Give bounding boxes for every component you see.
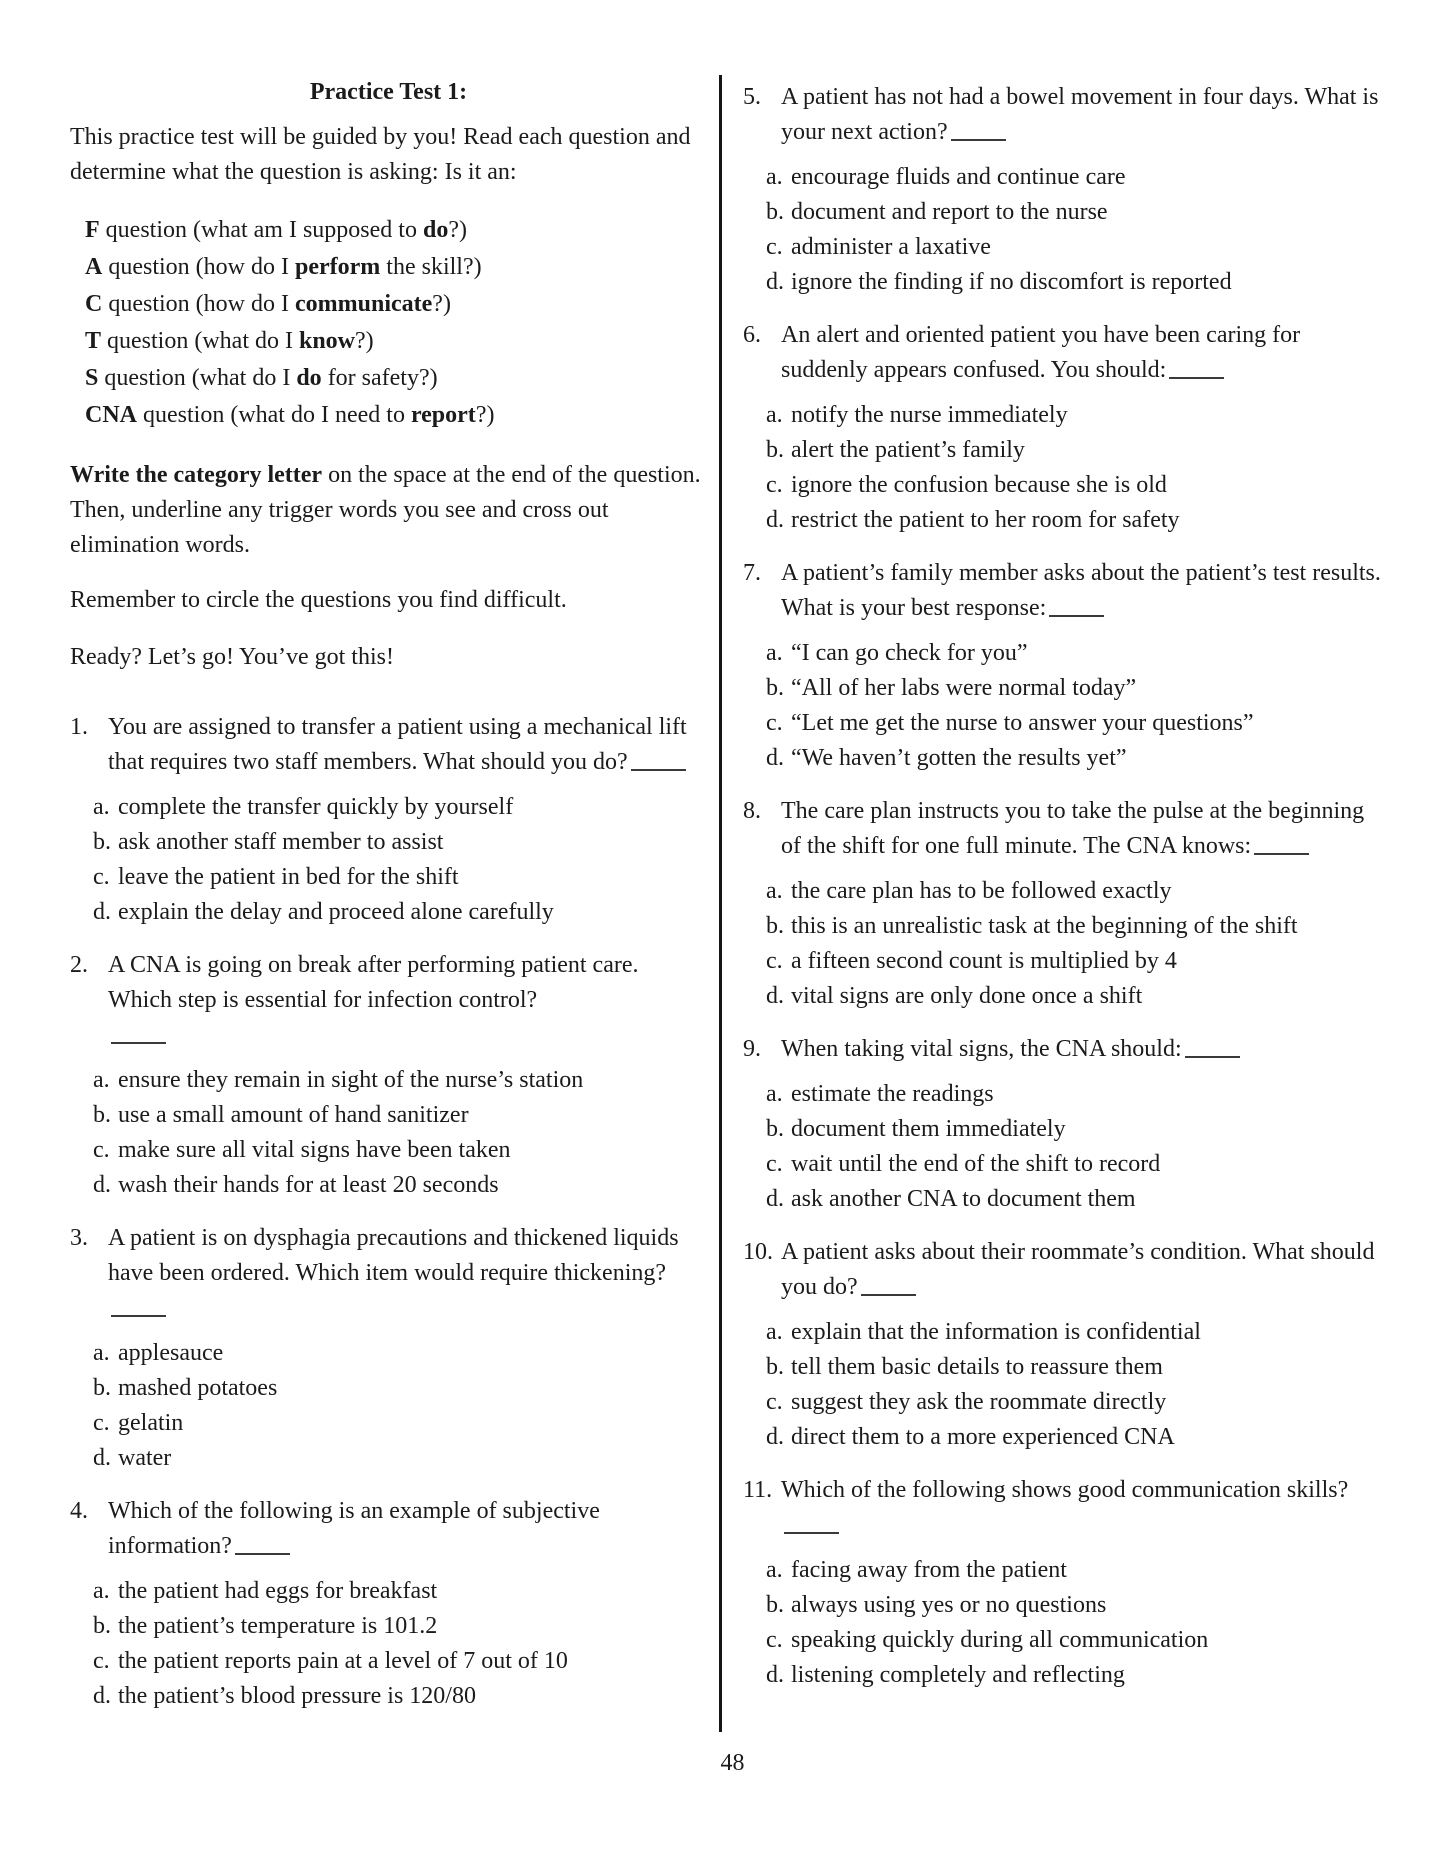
option-letter: d. — [766, 1662, 784, 1688]
option-row — [743, 230, 1388, 265]
option-text: “All of her labs were normal today” — [791, 675, 1137, 701]
option-letter: a. — [766, 402, 783, 428]
answer-blank — [1185, 1052, 1240, 1058]
question-number: 5. — [743, 84, 761, 110]
option-text: the patient’s temperature is 101.2 — [118, 1613, 438, 1639]
option-letter: c. — [766, 948, 783, 974]
option-letter: a. — [766, 640, 783, 666]
option-row — [70, 1644, 707, 1679]
question-number: 10. — [743, 1239, 773, 1265]
option-letter: d. — [766, 1424, 784, 1450]
option-letter: a. — [766, 878, 783, 904]
option-text: the patient’s blood pressure is 120/80 — [118, 1683, 476, 1709]
category-list — [70, 212, 707, 434]
option-letter: d. — [766, 745, 784, 771]
option-letter: a. — [93, 794, 110, 820]
options-list — [743, 636, 1388, 776]
option-letter: d. — [93, 1172, 111, 1198]
option-row — [743, 1112, 1388, 1147]
question-number: 3. — [70, 1225, 88, 1251]
questions-left — [70, 710, 707, 1714]
option-letter: c. — [766, 1389, 783, 1415]
answer-blank — [784, 1528, 839, 1534]
question — [743, 556, 1388, 776]
option-letter: d. — [93, 1683, 111, 1709]
options-list — [743, 874, 1388, 1014]
option-row — [743, 265, 1388, 300]
option-text: the patient had eggs for breakfast — [118, 1578, 438, 1604]
option-letter: a. — [766, 1081, 783, 1107]
question-text: A patient is on dysphagia precautions and thickened liquids have been ordered. Which item would require thickening? — [108, 1221, 707, 1326]
question — [743, 1032, 1388, 1217]
option-text: complete the transfer quickly by yourself — [118, 794, 514, 820]
option-letter: b. — [93, 1102, 111, 1128]
option-row — [743, 1315, 1388, 1350]
option-row — [743, 944, 1388, 979]
option-row — [743, 1420, 1388, 1455]
option-text: alert the patient’s family — [791, 437, 1025, 463]
question-line — [70, 1221, 707, 1326]
option-letter: c. — [93, 1410, 110, 1436]
category-item: T question (what do I know?) — [85, 328, 374, 354]
question — [70, 1494, 707, 1714]
option-letter: b. — [766, 437, 784, 463]
option-letter: c. — [766, 1627, 783, 1653]
option-text: ensure they remain in sight of the nurse’s station — [118, 1067, 584, 1093]
question-line — [743, 556, 1388, 626]
question — [70, 710, 707, 930]
question-line — [743, 318, 1388, 388]
two-column-layout — [70, 75, 1395, 1732]
option-text: use a small amount of hand sanitizer — [118, 1102, 469, 1128]
option-row — [743, 1077, 1388, 1112]
option-text: document and report to the nurse — [791, 199, 1108, 225]
option-text: the patient reports pain at a level of 7 out of 10 — [118, 1648, 568, 1674]
question — [70, 948, 707, 1203]
option-row — [743, 706, 1388, 741]
question-text: Which of the following shows good communication skills? — [781, 1473, 1388, 1543]
option-letter: c. — [766, 234, 783, 260]
option-letter: d. — [766, 1186, 784, 1212]
reminder-paragraph: Remember to circle the questions you find difficult. — [70, 587, 567, 613]
right-column — [743, 75, 1388, 1732]
options-list — [70, 1063, 707, 1203]
option-letter: b. — [766, 675, 784, 701]
option-row — [743, 1350, 1388, 1385]
option-row — [743, 503, 1388, 538]
options-list — [743, 1553, 1388, 1693]
question-text: A patient asks about their roommate’s condition. What should you do? — [781, 1239, 1375, 1300]
option-letter: d. — [766, 507, 784, 533]
option-text: a fifteen second count is multiplied by 4 — [791, 948, 1177, 974]
question-line — [743, 1032, 1388, 1067]
option-text: the care plan has to be followed exactly — [791, 878, 1172, 904]
question-text: A patient has not had a bowel movement in four days. What is your next action? — [781, 84, 1379, 145]
option-row — [70, 1098, 707, 1133]
option-text: listening completely and reflecting — [791, 1662, 1125, 1688]
option-text: direct them to a more experienced CNA — [791, 1424, 1175, 1450]
option-letter: c. — [93, 1648, 110, 1674]
question-line — [743, 1235, 1388, 1305]
answer-blank — [111, 1311, 166, 1317]
option-text: notify the nurse immediately — [791, 402, 1068, 428]
question-text: When taking vital signs, the CNA should: — [781, 1032, 1388, 1067]
question-number: 11. — [743, 1477, 773, 1503]
option-letter: d. — [766, 269, 784, 295]
option-row — [70, 1063, 707, 1098]
option-letter: a. — [766, 1557, 783, 1583]
question-line — [70, 1494, 707, 1564]
option-letter: b. — [766, 199, 784, 225]
option-row — [743, 1588, 1388, 1623]
option-letter: c. — [93, 1137, 110, 1163]
option-row — [70, 1371, 707, 1406]
question — [743, 1235, 1388, 1455]
option-text: mashed potatoes — [118, 1375, 278, 1401]
answer-blank — [1049, 611, 1104, 617]
option-text: restrict the patient to her room for safety — [791, 507, 1180, 533]
option-text: make sure all vital signs have been taken — [118, 1137, 511, 1163]
option-row — [70, 825, 707, 860]
answer-blank — [951, 135, 1006, 141]
option-row — [743, 741, 1388, 776]
category-item: A question (how do I perform the skill?) — [85, 254, 482, 280]
question — [743, 794, 1388, 1014]
option-letter: c. — [766, 472, 783, 498]
option-row — [743, 671, 1388, 706]
question-text: A patient’s family member asks about the patient’s test results. What is your best response: — [781, 560, 1381, 621]
option-letter: c. — [766, 710, 783, 736]
option-row — [70, 1441, 707, 1476]
option-text: administer a laxative — [791, 234, 991, 260]
options-list — [743, 1315, 1388, 1455]
answer-blank — [1169, 373, 1224, 379]
option-text: explain the delay and proceed alone carefully — [118, 899, 554, 925]
question-number: 7. — [743, 560, 761, 586]
option-text: facing away from the patient — [791, 1557, 1067, 1583]
question-number: 9. — [743, 1036, 761, 1062]
question-line — [743, 1473, 1388, 1543]
option-row — [70, 1609, 707, 1644]
option-text: ask another staff member to assist — [118, 829, 444, 855]
page-number: 48 — [720, 1750, 745, 1776]
option-row — [70, 860, 707, 895]
option-row — [70, 1133, 707, 1168]
option-row — [70, 895, 707, 930]
instructions-paragraph: Write the category letter on the space at the end of the question. Then, underline any trigger words you see and cross out elimination words. — [70, 462, 701, 558]
answer-blank — [235, 1549, 290, 1555]
option-text: encourage fluids and continue care — [791, 164, 1126, 190]
question-text: You are assigned to transfer a patient using a mechanical lift that requires two staff members. What should you do? — [108, 714, 687, 775]
question-line — [70, 710, 707, 780]
option-text: suggest they ask the roommate directly — [791, 1389, 1167, 1415]
option-letter: a. — [93, 1340, 110, 1366]
option-letter: c. — [93, 864, 110, 890]
option-text: document them immediately — [791, 1116, 1066, 1142]
option-letter: b. — [766, 913, 784, 939]
option-row — [743, 909, 1388, 944]
question-number: 2. — [70, 952, 88, 978]
option-letter: a. — [93, 1578, 110, 1604]
category-item: F question (what am I supposed to do?) — [85, 217, 467, 243]
question — [70, 1221, 707, 1476]
answer-blank — [1254, 849, 1309, 855]
question-number: 6. — [743, 322, 761, 348]
option-row — [743, 1182, 1388, 1217]
answer-blank — [861, 1290, 916, 1296]
options-list — [743, 1077, 1388, 1217]
option-row — [70, 1168, 707, 1203]
question-line — [743, 80, 1388, 150]
option-row — [743, 1553, 1388, 1588]
column-divider — [719, 75, 722, 1732]
page-title: Practice Test 1: — [309, 79, 468, 105]
options-list — [70, 1574, 707, 1714]
question-line — [743, 794, 1388, 864]
question-number: 4. — [70, 1498, 88, 1524]
option-letter: b. — [93, 829, 111, 855]
answer-blank — [631, 765, 686, 771]
question-number: 8. — [743, 798, 761, 824]
option-letter: a. — [766, 164, 783, 190]
option-row — [70, 1679, 707, 1714]
question-text: The care plan instructs you to take the pulse at the beginning of the shift for one full minute. The CNA knows: — [781, 798, 1365, 859]
option-row — [743, 195, 1388, 230]
option-letter: b. — [766, 1592, 784, 1618]
category-item: CNA question (what do I need to report?) — [85, 402, 495, 428]
option-row — [743, 1623, 1388, 1658]
option-row — [743, 160, 1388, 195]
option-text: explain that the information is confidential — [791, 1319, 1201, 1345]
option-text: wait until the end of the shift to record — [791, 1151, 1161, 1177]
option-letter: b. — [766, 1116, 784, 1142]
questions-right — [743, 80, 1388, 1693]
option-row — [743, 398, 1388, 433]
option-text: ask another CNA to document them — [791, 1186, 1136, 1212]
option-row — [70, 1336, 707, 1371]
option-text: applesauce — [118, 1340, 224, 1366]
question — [743, 318, 1388, 538]
option-text: water — [118, 1445, 172, 1471]
option-text: leave the patient in bed for the shift — [118, 864, 459, 890]
option-row — [743, 1385, 1388, 1420]
option-text: ignore the confusion because she is old — [791, 472, 1167, 498]
option-text: this is an unrealistic task at the beginning of the shift — [791, 913, 1298, 939]
option-row — [743, 1147, 1388, 1182]
option-text: always using yes or no questions — [791, 1592, 1107, 1618]
option-row — [70, 1574, 707, 1609]
option-letter: c. — [766, 1151, 783, 1177]
options-list — [743, 398, 1388, 538]
option-row — [743, 468, 1388, 503]
option-letter: d. — [93, 899, 111, 925]
option-letter: d. — [766, 983, 784, 1009]
question-text: A CNA is going on break after performing patient care. Which step is essential for infection control? — [108, 952, 639, 1013]
question-number: 1. — [70, 714, 88, 740]
options-list — [70, 1336, 707, 1476]
option-row — [743, 1658, 1388, 1693]
option-text: vital signs are only done once a shift — [791, 983, 1143, 1009]
question — [743, 80, 1388, 300]
question-text: Which of the following is an example of subjective information? — [108, 1498, 600, 1559]
option-letter: b. — [766, 1354, 784, 1380]
option-row — [743, 433, 1388, 468]
option-letter: d. — [93, 1445, 111, 1471]
option-row — [743, 874, 1388, 909]
option-row — [70, 790, 707, 825]
option-text: speaking quickly during all communication — [791, 1627, 1209, 1653]
category-item: C question (how do I communicate?) — [85, 291, 451, 317]
option-letter: b. — [93, 1613, 111, 1639]
option-text: gelatin — [118, 1410, 184, 1436]
option-row — [743, 979, 1388, 1014]
options-list — [743, 160, 1388, 300]
category-item: S question (what do I do for safety?) — [85, 365, 438, 391]
answer-blank — [111, 1038, 166, 1044]
option-text: estimate the readings — [791, 1081, 994, 1107]
question — [743, 1473, 1388, 1693]
option-text: wash their hands for at least 20 seconds — [118, 1172, 499, 1198]
left-column — [70, 75, 707, 1732]
intro-lead-paragraph: This practice test will be guided by you! Read each question and determine what the question is asking: Is it an: — [70, 124, 691, 185]
option-row — [70, 1406, 707, 1441]
option-text: ignore the finding if no discomfort is reported — [791, 269, 1232, 295]
question-line — [70, 948, 707, 1018]
options-list — [70, 790, 707, 930]
option-text: “I can go check for you” — [791, 640, 1028, 666]
option-text: tell them basic details to reassure them — [791, 1354, 1163, 1380]
option-text: “Let me get the nurse to answer your questions” — [791, 710, 1254, 736]
question-text: An alert and oriented patient you have been caring for suddenly appears confused. You should: — [781, 322, 1301, 383]
option-letter: b. — [93, 1375, 111, 1401]
answer-blank-row — [70, 1018, 707, 1053]
option-text: “We haven’t gotten the results yet” — [791, 745, 1127, 771]
option-letter: a. — [93, 1067, 110, 1093]
option-letter: a. — [766, 1319, 783, 1345]
option-row — [743, 636, 1388, 671]
ready-paragraph: Ready? Let’s go! You’ve got this! — [70, 644, 394, 670]
